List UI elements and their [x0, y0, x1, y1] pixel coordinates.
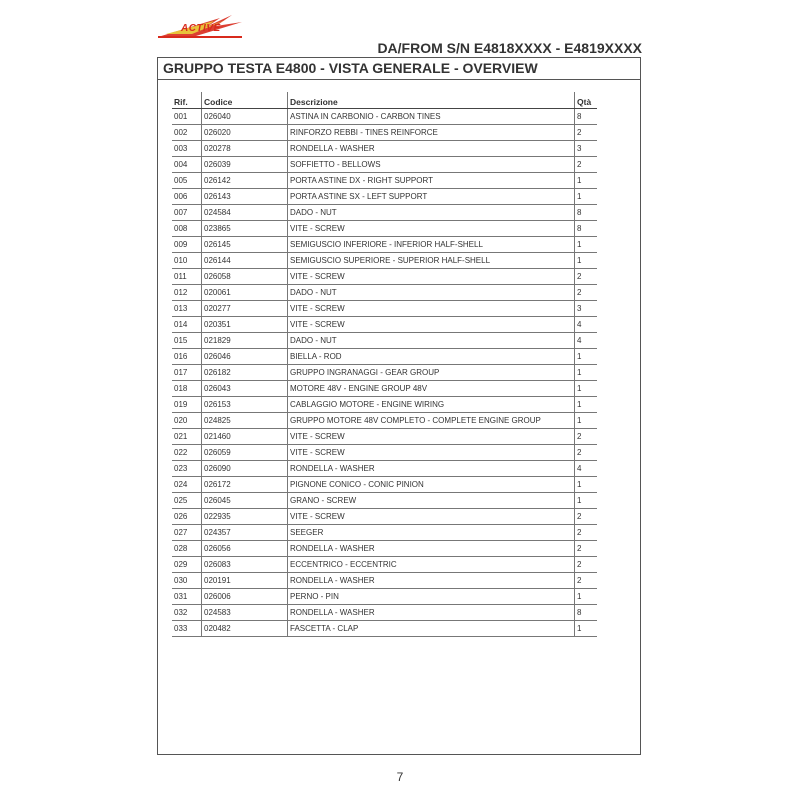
cell-qty: 1	[575, 621, 598, 637]
cell-description: VITE - SCREW	[288, 445, 575, 461]
cell-code: 026083	[202, 557, 288, 573]
parts-table	[172, 92, 597, 637]
cell-code: 026040	[202, 109, 288, 125]
serial-range: DA/FROM S/N E4818XXXX - E4819XXXX	[377, 40, 642, 56]
cell-code: 026058	[202, 269, 288, 285]
cell-ref: 014	[172, 317, 202, 333]
table-row	[172, 205, 597, 221]
cell-description: GRUPPO INGRANAGGI - GEAR GROUP	[288, 365, 575, 381]
page-number: 7	[396, 770, 404, 784]
cell-qty: 1	[575, 189, 598, 205]
cell-qty: 3	[575, 301, 598, 317]
cell-ref: 002	[172, 125, 202, 141]
table-row	[172, 349, 597, 365]
cell-code: 024583	[202, 605, 288, 621]
cell-qty: 1	[575, 253, 598, 269]
cell-qty: 2	[575, 157, 598, 173]
cell-qty: 4	[575, 333, 598, 349]
cell-qty: 2	[575, 573, 598, 589]
table-row	[172, 157, 597, 173]
cell-code: 020278	[202, 141, 288, 157]
cell-description: CABLAGGIO MOTORE - ENGINE WIRING	[288, 397, 575, 413]
cell-description: PIGNONE CONICO - CONIC PINION	[288, 477, 575, 493]
cell-description: RONDELLA - WASHER	[288, 541, 575, 557]
cell-ref: 006	[172, 189, 202, 205]
cell-code: 020277	[202, 301, 288, 317]
cell-description: RONDELLA - WASHER	[288, 605, 575, 621]
cell-description: DADO - NUT	[288, 205, 575, 221]
table-row	[172, 445, 597, 461]
cell-description: MOTORE 48V - ENGINE GROUP 48V	[288, 381, 575, 397]
cell-description: VITE - SCREW	[288, 317, 575, 333]
cell-code: 024584	[202, 205, 288, 221]
cell-qty: 1	[575, 493, 598, 509]
table-row	[172, 189, 597, 205]
cell-description: BIELLA - ROD	[288, 349, 575, 365]
table-row	[172, 397, 597, 413]
cell-code: 026045	[202, 493, 288, 509]
cell-code: 026046	[202, 349, 288, 365]
cell-description: SEEGER	[288, 525, 575, 541]
cell-description: VITE - SCREW	[288, 429, 575, 445]
table-row	[172, 589, 597, 605]
cell-code: 026020	[202, 125, 288, 141]
cell-description: ASTINA IN CARBONIO - CARBON TINES	[288, 109, 575, 125]
cell-description: DADO - NUT	[288, 285, 575, 301]
cell-qty: 3	[575, 141, 598, 157]
cell-qty: 8	[575, 605, 598, 621]
cell-qty: 1	[575, 381, 598, 397]
cell-code: 024825	[202, 413, 288, 429]
cell-description: VITE - SCREW	[288, 301, 575, 317]
cell-description: RONDELLA - WASHER	[288, 573, 575, 589]
table-row	[172, 541, 597, 557]
cell-ref: 005	[172, 173, 202, 189]
cell-description: GRUPPO MOTORE 48V COMPLETO - COMPLETE ENGINE GROUP	[288, 413, 575, 429]
table-row	[172, 493, 597, 509]
table-row	[172, 621, 597, 637]
cell-code: 023865	[202, 221, 288, 237]
cell-ref: 009	[172, 237, 202, 253]
cell-code: 020351	[202, 317, 288, 333]
cell-code: 026142	[202, 173, 288, 189]
cell-ref: 010	[172, 253, 202, 269]
cell-ref: 025	[172, 493, 202, 509]
column-header-description: Descrizione	[288, 92, 575, 109]
cell-ref: 027	[172, 525, 202, 541]
cell-qty: 2	[575, 557, 598, 573]
table-row	[172, 477, 597, 493]
cell-description: RINFORZO REBBI - TINES REINFORCE	[288, 125, 575, 141]
cell-ref: 031	[172, 589, 202, 605]
table-row	[172, 557, 597, 573]
table-row	[172, 301, 597, 317]
cell-ref: 024	[172, 477, 202, 493]
table-row	[172, 429, 597, 445]
table-row	[172, 509, 597, 525]
cell-qty: 1	[575, 477, 598, 493]
table-row	[172, 461, 597, 477]
table-row	[172, 381, 597, 397]
cell-qty: 2	[575, 445, 598, 461]
table-row	[172, 237, 597, 253]
table-header-row	[172, 92, 597, 109]
cell-ref: 023	[172, 461, 202, 477]
cell-ref: 001	[172, 109, 202, 125]
cell-qty: 2	[575, 269, 598, 285]
cell-code: 021460	[202, 429, 288, 445]
cell-ref: 011	[172, 269, 202, 285]
cell-ref: 012	[172, 285, 202, 301]
cell-code: 026143	[202, 189, 288, 205]
table-row	[172, 173, 597, 189]
cell-ref: 019	[172, 397, 202, 413]
table-row	[172, 317, 597, 333]
cell-qty: 2	[575, 125, 598, 141]
cell-description: SOFFIETTO - BELLOWS	[288, 157, 575, 173]
table-row	[172, 573, 597, 589]
cell-description: VITE - SCREW	[288, 509, 575, 525]
parts-frame	[157, 57, 641, 755]
column-header-ref: Rif.	[172, 92, 202, 109]
cell-description: FASCETTA - CLAP	[288, 621, 575, 637]
table-row	[172, 221, 597, 237]
cell-code: 024357	[202, 525, 288, 541]
cell-code: 020061	[202, 285, 288, 301]
cell-description: PERNO - PIN	[288, 589, 575, 605]
table-row	[172, 253, 597, 269]
table-row	[172, 333, 597, 349]
cell-description: GRANO - SCREW	[288, 493, 575, 509]
cell-qty: 4	[575, 461, 598, 477]
cell-qty: 1	[575, 589, 598, 605]
cell-qty: 1	[575, 413, 598, 429]
cell-qty: 1	[575, 173, 598, 189]
table-row	[172, 269, 597, 285]
cell-description: DADO - NUT	[288, 333, 575, 349]
column-header-code: Codice	[202, 92, 288, 109]
cell-code: 022935	[202, 509, 288, 525]
table-row	[172, 125, 597, 141]
cell-code: 026090	[202, 461, 288, 477]
cell-ref: 020	[172, 413, 202, 429]
cell-description: RONDELLA - WASHER	[288, 461, 575, 477]
cell-description: SEMIGUSCIO INFERIORE - INFERIOR HALF-SHELL	[288, 237, 575, 253]
cell-qty: 2	[575, 509, 598, 525]
cell-qty: 1	[575, 397, 598, 413]
cell-ref: 008	[172, 221, 202, 237]
cell-code: 020482	[202, 621, 288, 637]
cell-qty: 2	[575, 541, 598, 557]
cell-qty: 2	[575, 525, 598, 541]
table-row	[172, 413, 597, 429]
cell-code: 026172	[202, 477, 288, 493]
cell-qty: 1	[575, 349, 598, 365]
cell-code: 026059	[202, 445, 288, 461]
cell-qty: 2	[575, 429, 598, 445]
cell-code: 026144	[202, 253, 288, 269]
cell-qty: 8	[575, 109, 598, 125]
cell-ref: 016	[172, 349, 202, 365]
cell-ref: 028	[172, 541, 202, 557]
table-row	[172, 141, 597, 157]
cell-description: VITE - SCREW	[288, 221, 575, 237]
cell-qty: 8	[575, 205, 598, 221]
cell-ref: 033	[172, 621, 202, 637]
cell-code: 020191	[202, 573, 288, 589]
cell-description: VITE - SCREW	[288, 269, 575, 285]
cell-ref: 026	[172, 509, 202, 525]
cell-ref: 030	[172, 573, 202, 589]
cell-code: 026006	[202, 589, 288, 605]
table-row	[172, 365, 597, 381]
cell-code: 026182	[202, 365, 288, 381]
cell-description: RONDELLA - WASHER	[288, 141, 575, 157]
cell-ref: 015	[172, 333, 202, 349]
cell-qty: 1	[575, 365, 598, 381]
cell-code: 021829	[202, 333, 288, 349]
column-header-qty: Qtà	[575, 92, 598, 109]
cell-ref: 018	[172, 381, 202, 397]
cell-ref: 003	[172, 141, 202, 157]
table-row	[172, 109, 597, 125]
cell-qty: 2	[575, 285, 598, 301]
cell-qty: 1	[575, 237, 598, 253]
cell-code: 026043	[202, 381, 288, 397]
cell-description: SEMIGUSCIO SUPERIORE - SUPERIOR HALF-SHELL	[288, 253, 575, 269]
cell-ref: 022	[172, 445, 202, 461]
section-title: GRUPPO TESTA E4800 - VISTA GENERALE - OVERVIEW	[158, 58, 640, 80]
cell-description: PORTA ASTINE SX - LEFT SUPPORT	[288, 189, 575, 205]
table-row	[172, 285, 597, 301]
parts-table-body	[172, 109, 597, 637]
cell-code: 026153	[202, 397, 288, 413]
cell-ref: 021	[172, 429, 202, 445]
cell-code: 026056	[202, 541, 288, 557]
logo-text: ACTIVE	[181, 23, 221, 34]
cell-code: 026145	[202, 237, 288, 253]
cell-qty: 8	[575, 221, 598, 237]
cell-ref: 004	[172, 157, 202, 173]
cell-ref: 013	[172, 301, 202, 317]
table-row	[172, 525, 597, 541]
cell-description: ECCENTRICO - ECCENTRIC	[288, 557, 575, 573]
cell-qty: 4	[575, 317, 598, 333]
table-row	[172, 605, 597, 621]
cell-description: PORTA ASTINE DX - RIGHT SUPPORT	[288, 173, 575, 189]
cell-ref: 029	[172, 557, 202, 573]
cell-ref: 032	[172, 605, 202, 621]
cell-ref: 007	[172, 205, 202, 221]
cell-code: 026039	[202, 157, 288, 173]
cell-ref: 017	[172, 365, 202, 381]
